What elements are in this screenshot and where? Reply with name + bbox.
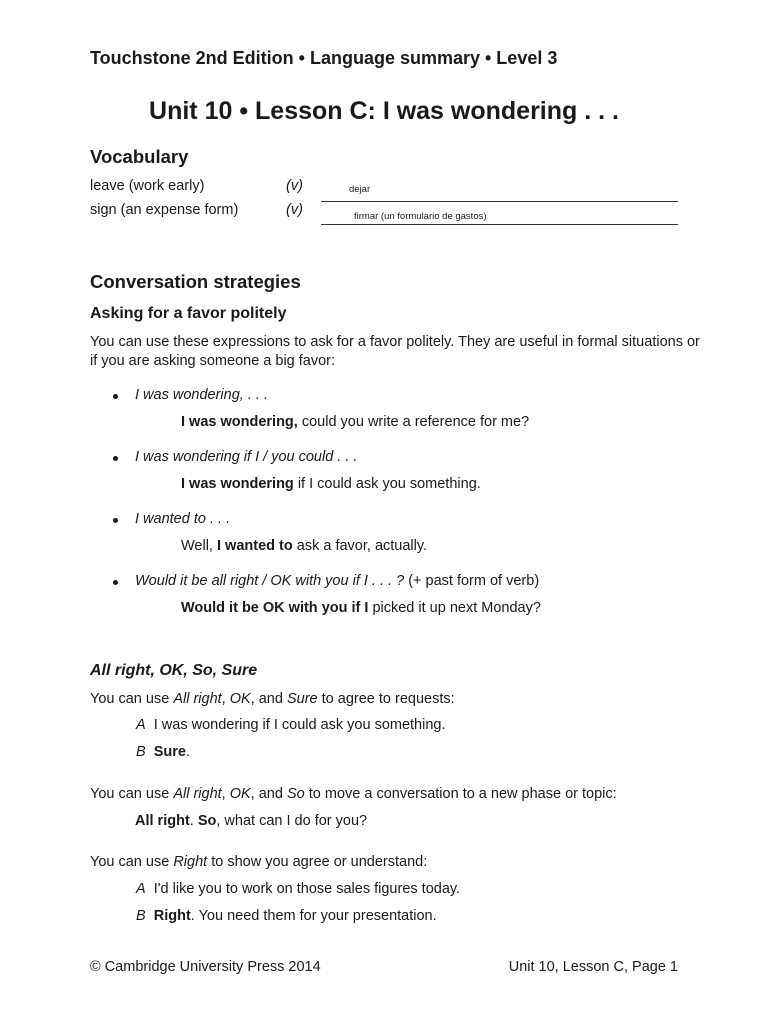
text-run: , — [221, 786, 230, 802]
document-header: Touchstone 2nd Edition • Language summary • Level 3 — [90, 48, 558, 68]
dialog-line — [136, 908, 437, 924]
expression-text: I was wondering, . . . — [135, 387, 268, 403]
vocab-term: sign (an expense form) — [90, 202, 239, 218]
speaker-label: A — [136, 717, 146, 733]
example-sentence — [181, 600, 541, 616]
speaker-label: B — [136, 744, 146, 760]
example-bold: All right — [135, 813, 190, 829]
dialog-line — [136, 717, 446, 733]
italic-term: Sure — [286, 691, 318, 707]
text-run: , — [221, 691, 230, 707]
bullet-dot — [113, 456, 118, 461]
speaker-label: A — [136, 881, 146, 897]
example-rest: , what can I do for you? — [216, 813, 368, 829]
italic-term: Right — [173, 854, 208, 870]
vocab-part-of-speech: (v) — [286, 202, 303, 218]
example-rest: if I could ask you something. — [293, 476, 481, 492]
vocabulary-heading: Vocabulary — [90, 146, 189, 167]
example-sentence — [135, 813, 367, 829]
translation-underline — [321, 201, 678, 202]
dialog-line — [136, 881, 460, 897]
vocab-translation: dejar — [349, 184, 371, 195]
translation-underline — [321, 224, 678, 225]
expression-item — [135, 511, 230, 527]
dialog-bold: Sure — [153, 744, 186, 760]
intro-text: if you are asking someone a big favor: — [90, 353, 336, 369]
example-bold: Would it be OK with you if I — [181, 600, 369, 616]
text-run: , and — [250, 691, 287, 707]
example-sentence — [181, 476, 481, 492]
dialog-line — [136, 744, 190, 760]
text-run: , and — [250, 786, 287, 802]
explanation-text — [90, 854, 427, 870]
example-bold: So — [197, 813, 217, 829]
dialog-bold: Right — [153, 908, 191, 924]
italic-term: All right — [173, 691, 222, 707]
italic-term: OK — [229, 786, 251, 802]
text-run: to move a conversation to a new phase or topic: — [304, 786, 617, 802]
favor-heading: Asking for a favor politely — [90, 305, 287, 322]
text-run: . — [189, 813, 198, 829]
conversation-strategies-heading: Conversation strategies — [90, 271, 301, 292]
bullet-dot — [113, 580, 118, 585]
expression-text: Would it be all right / OK with you if I . . . ? — [135, 573, 405, 589]
text-run: to agree to requests: — [317, 691, 455, 707]
expression-text: I was wondering if I / you could . . . — [135, 449, 358, 465]
bullet-dot — [113, 518, 118, 523]
dialog-text: . — [185, 744, 191, 760]
footer-copyright: © Cambridge University Press 2014 — [90, 959, 321, 975]
intro-text: You can use these expressions to ask for a favor politely. They are useful in formal situations or — [90, 334, 700, 350]
italic-term: So — [286, 786, 305, 802]
example-rest: ask a favor, actually. — [292, 538, 428, 554]
text-run: You can use — [90, 691, 174, 707]
page-title: Unit 10 • Lesson C: I was wondering . . . — [149, 97, 619, 125]
example-rest: picked it up next Monday? — [368, 600, 541, 616]
expression-text: I wanted to . . . — [135, 511, 231, 527]
dialog-text: . You need them for your presentation. — [190, 908, 437, 924]
agree-heading: All right, OK, So, Sure — [90, 662, 258, 679]
text-run: You can use — [90, 854, 174, 870]
expression-note: (+ past form of verb) — [404, 573, 540, 589]
vocab-translation: firmar (un formulario de gastos) — [354, 211, 487, 222]
example-prefix: Well, — [181, 538, 217, 554]
italic-term: All right — [173, 786, 222, 802]
vocab-part-of-speech: (v) — [286, 178, 303, 194]
example-sentence — [181, 414, 529, 430]
dialog-text: I was wondering if I could ask you something. — [153, 717, 446, 733]
example-rest: could you write a reference for me? — [297, 414, 530, 430]
explanation-text — [90, 786, 617, 802]
expression-item — [135, 573, 539, 589]
bullet-dot — [113, 394, 118, 399]
text-run: to show you agree or understand: — [207, 854, 428, 870]
vocab-term: leave (work early) — [90, 178, 205, 194]
text-run: You can use — [90, 786, 174, 802]
example-sentence — [181, 538, 427, 554]
speaker-label: B — [136, 908, 146, 924]
dialog-text: I'd like you to work on those sales figures today. — [153, 881, 461, 897]
example-bold: I was wondering — [181, 476, 294, 492]
footer-page-info: Unit 10, Lesson C, Page 1 — [508, 959, 678, 975]
italic-term: OK — [229, 691, 251, 707]
expression-item — [135, 449, 357, 465]
example-bold: I wanted to — [217, 538, 293, 554]
example-bold: I was wondering, — [181, 414, 298, 430]
expression-item — [135, 387, 268, 403]
explanation-text — [90, 691, 455, 707]
